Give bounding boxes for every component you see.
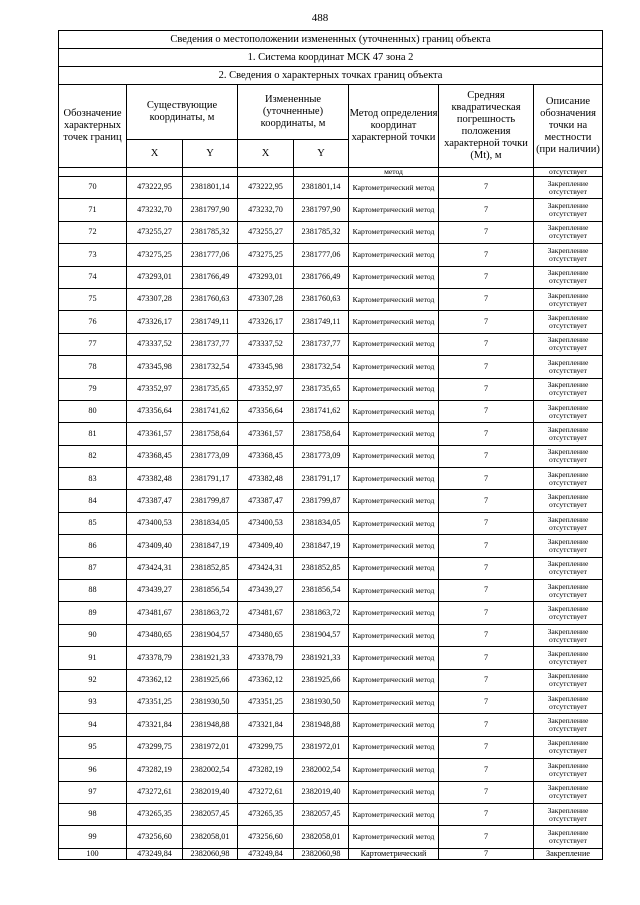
cell-x-existing: 473481,67 [127, 602, 183, 624]
cell-description: Закрепление отсутствует [534, 378, 603, 400]
table-row [59, 580, 603, 602]
cell-error: 7 [439, 535, 534, 557]
cell-error: 7 [439, 266, 534, 288]
cell-method: Картометрический метод [349, 177, 439, 199]
cell-description: Закрепление отсутствует [534, 826, 603, 848]
table-row [59, 691, 603, 713]
cell-error: 7 [439, 848, 534, 859]
cell-point: 88 [59, 580, 127, 602]
cell-description: Закрепление отсутствует [534, 490, 603, 512]
cell-y-changed: 2381801,14 [294, 177, 349, 199]
cell-y-changed: 2381758,64 [294, 423, 349, 445]
cell-description: Закрепление отсутствует [534, 333, 603, 355]
cell-method: Картометрический метод [349, 221, 439, 243]
cell-error: 7 [439, 244, 534, 266]
cell-point: 81 [59, 423, 127, 445]
cell-y-changed: 2382057,45 [294, 803, 349, 825]
cell-description: Закрепление отсутствует [534, 580, 603, 602]
cell-x-changed: 473232,70 [238, 199, 294, 221]
cell-x-changed: 473352,97 [238, 378, 294, 400]
cell-x-existing: 473382,48 [127, 468, 183, 490]
cell-error: 7 [439, 333, 534, 355]
header-y-changed: Y [294, 140, 349, 168]
cell-y-changed: 2382058,01 [294, 826, 349, 848]
table-title: Сведения о местоположении измененных (уточненных) границ объекта [59, 31, 603, 49]
cell-x-existing: 473400,53 [127, 512, 183, 534]
cell-x-existing: 473275,25 [127, 244, 183, 266]
cell-y-changed: 2381852,85 [294, 557, 349, 579]
table-row [59, 378, 603, 400]
cell-y-changed: 2381773,09 [294, 445, 349, 467]
cell-x-existing: 473232,70 [127, 199, 183, 221]
cell-y-existing: 2381930,50 [183, 691, 238, 713]
cell-description: Закрепление отсутствует [534, 177, 603, 199]
cell-x-changed: 473409,40 [238, 535, 294, 557]
cell-y-changed: 2381847,19 [294, 535, 349, 557]
cell-error: 7 [439, 177, 534, 199]
cell-x-changed: 473321,84 [238, 714, 294, 736]
coordinate-system-title: 1. Система координат МСК 47 зона 2 [59, 49, 603, 67]
cell-point: 74 [59, 266, 127, 288]
cell-method: Картометрический метод [349, 445, 439, 467]
cell-x-existing: 473356,64 [127, 400, 183, 422]
cell-y-existing: 2381948,88 [183, 714, 238, 736]
cell-method: Картометрический метод [349, 535, 439, 557]
cell-y-changed: 2381785,32 [294, 221, 349, 243]
cell-description: Закрепление отсутствует [534, 691, 603, 713]
cell-y-changed: 2381921,33 [294, 647, 349, 669]
cell-method: Картометрический метод [349, 311, 439, 333]
cell-y-changed: 2382002,54 [294, 759, 349, 781]
cell-x-changed: 473282,19 [238, 759, 294, 781]
header-point: Обозначение характерных точек границ [59, 85, 127, 168]
cell-x-changed: 473255,27 [238, 221, 294, 243]
cell-description: отсутствует [534, 168, 603, 177]
cell-x-existing: 473265,35 [127, 803, 183, 825]
cell-point: 99 [59, 826, 127, 848]
cell-y-changed: 2381732,54 [294, 356, 349, 378]
cell-description: Закрепление отсутствует [534, 624, 603, 646]
cell-error: 7 [439, 356, 534, 378]
cell-y-changed: 2381856,54 [294, 580, 349, 602]
cell-description: Закрепление отсутствует [534, 669, 603, 691]
cell-point: 77 [59, 333, 127, 355]
cell-x-changed: 473272,61 [238, 781, 294, 803]
cell-x-existing: 473293,01 [127, 266, 183, 288]
cell-x-existing: 473409,40 [127, 535, 183, 557]
cell-x-changed: 473249,84 [238, 848, 294, 859]
cell-method: Картометрический метод [349, 714, 439, 736]
cell-x-changed: 473265,35 [238, 803, 294, 825]
cell-x-existing: 473345,98 [127, 356, 183, 378]
cell-method: Картометрический метод [349, 691, 439, 713]
cell-error: 7 [439, 580, 534, 602]
cell-error: 7 [439, 647, 534, 669]
cell-y-changed: 2381737,77 [294, 333, 349, 355]
cell-x-changed: 473299,75 [238, 736, 294, 758]
cell-error: 7 [439, 221, 534, 243]
cell-method: Картометрический метод [349, 669, 439, 691]
cell-y-changed: 2381863,72 [294, 602, 349, 624]
table-row-partial [59, 168, 603, 177]
cell-point: 97 [59, 781, 127, 803]
cell-method: Картометрический метод [349, 244, 439, 266]
cell-y-existing: 2381749,11 [183, 311, 238, 333]
cell-point: 79 [59, 378, 127, 400]
cell-error: 7 [439, 288, 534, 310]
table-row [59, 557, 603, 579]
cell-method: Картометрический метод [349, 423, 439, 445]
cell-description: Закрепление отсутствует [534, 468, 603, 490]
cell-description: Закрепление отсутствует [534, 400, 603, 422]
table-row [59, 333, 603, 355]
header-existing-coords: Существующие координаты, м [127, 85, 238, 140]
cell-x-existing: 473387,47 [127, 490, 183, 512]
cell-description: Закрепление отсутствует [534, 781, 603, 803]
table-row [59, 826, 603, 848]
cell-y-changed: 2381925,66 [294, 669, 349, 691]
table-row [59, 490, 603, 512]
cell-error: 7 [439, 445, 534, 467]
cell-error: 7 [439, 826, 534, 848]
cell-y-existing: 2381925,66 [183, 669, 238, 691]
cell-point: 86 [59, 535, 127, 557]
cell-x-changed: 473351,25 [238, 691, 294, 713]
cell-point: 98 [59, 803, 127, 825]
cell-x-changed: 473256,60 [238, 826, 294, 848]
table-row [59, 311, 603, 333]
cell-description: Закрепление отсутствует [534, 356, 603, 378]
cell-error: 7 [439, 557, 534, 579]
cell-x-changed: 473326,17 [238, 311, 294, 333]
cell-x-existing: 473351,25 [127, 691, 183, 713]
cell-y-existing: 2381758,64 [183, 423, 238, 445]
cell-error: 7 [439, 512, 534, 534]
cell-error: 7 [439, 669, 534, 691]
cell-y-existing: 2382060,98 [183, 848, 238, 859]
cell-error: 7 [439, 311, 534, 333]
cell-y-changed: 2382019,40 [294, 781, 349, 803]
table-row [59, 714, 603, 736]
cell-description: Закрепление отсутствует [534, 602, 603, 624]
cell-y-existing: 2382057,45 [183, 803, 238, 825]
cell-x-existing: 473361,57 [127, 423, 183, 445]
table-row [59, 400, 603, 422]
cell-error: 7 [439, 468, 534, 490]
cell-y-existing: 2381856,54 [183, 580, 238, 602]
cell-x-existing: 473321,84 [127, 714, 183, 736]
cell-error: 7 [439, 199, 534, 221]
cell-y-changed: 2381735,65 [294, 378, 349, 400]
cell-method: Картометрический метод [349, 333, 439, 355]
cell-point: 92 [59, 669, 127, 691]
cell-method: Картометрический метод [349, 781, 439, 803]
cell-point: 100 [59, 848, 127, 859]
cell-point: 72 [59, 221, 127, 243]
cell-y-existing: 2381732,54 [183, 356, 238, 378]
cell-x-existing: 473326,17 [127, 311, 183, 333]
cell-x-changed: 473361,57 [238, 423, 294, 445]
cell-description: Закрепление отсутствует [534, 512, 603, 534]
cell-x-changed: 473481,67 [238, 602, 294, 624]
table-row [59, 759, 603, 781]
cell-y-existing: 2381904,57 [183, 624, 238, 646]
cell-x-existing: 473439,27 [127, 580, 183, 602]
cell-y-existing: 2381921,33 [183, 647, 238, 669]
cell-point: 78 [59, 356, 127, 378]
cell-y-changed: 2381749,11 [294, 311, 349, 333]
cell-description: Закрепление отсутствует [534, 803, 603, 825]
cell-y-changed: 2381766,49 [294, 266, 349, 288]
cell-x-changed: 473378,79 [238, 647, 294, 669]
header-x-changed: X [238, 140, 294, 168]
cell-method: Картометрический метод [349, 557, 439, 579]
table-row [59, 266, 603, 288]
cell-y-existing: 2381972,01 [183, 736, 238, 758]
table-row [59, 803, 603, 825]
cell-description: Закрепление отсутствует [534, 288, 603, 310]
cell-error: 7 [439, 490, 534, 512]
cell-method: Картометрический метод [349, 826, 439, 848]
header-error: Средняя квадратическая погрешность положения характерной точки (Mt), м [439, 85, 534, 168]
cell-point: 75 [59, 288, 127, 310]
table-row [59, 177, 603, 199]
cell-error: 7 [439, 714, 534, 736]
cell-error: 7 [439, 602, 534, 624]
cell-x-existing: 473362,12 [127, 669, 183, 691]
cell-method: Картометрический метод [349, 288, 439, 310]
table-row [59, 244, 603, 266]
cell-y-changed: 2381930,50 [294, 691, 349, 713]
cell-description: Закрепление отсутствует [534, 311, 603, 333]
cell-point: 73 [59, 244, 127, 266]
cell-x-changed: 473275,25 [238, 244, 294, 266]
table-row [59, 468, 603, 490]
cell-error: 7 [439, 736, 534, 758]
cell-point: 84 [59, 490, 127, 512]
section-title: 2. Сведения о характерных точках границ объекта [59, 67, 603, 85]
cell-y-existing: 2381785,32 [183, 221, 238, 243]
cell-x-existing: 473368,45 [127, 445, 183, 467]
cell-y-existing: 2381735,65 [183, 378, 238, 400]
cell-x-changed: 473345,98 [238, 356, 294, 378]
cell-y-changed: 2381904,57 [294, 624, 349, 646]
cell-y-existing: 2382019,40 [183, 781, 238, 803]
cell-method: Картометрический метод [349, 803, 439, 825]
cell-description: Закрепление отсутствует [534, 714, 603, 736]
cell-description: Закрепление отсутствует [534, 445, 603, 467]
cell-y-existing: 2381791,17 [183, 468, 238, 490]
table-row [59, 288, 603, 310]
header-y-existing: Y [183, 140, 238, 168]
cell-description: Закрепление отсутствует [534, 423, 603, 445]
cell-method: Картометрический метод [349, 266, 439, 288]
cell-point: 85 [59, 512, 127, 534]
page-number: 488 [311, 12, 329, 24]
cell-x-existing: 473378,79 [127, 647, 183, 669]
table-row [59, 736, 603, 758]
cell-point: 96 [59, 759, 127, 781]
header-method: Метод определения координат характерной точки [349, 85, 439, 168]
cell-point: 94 [59, 714, 127, 736]
cell-x-existing: 473272,61 [127, 781, 183, 803]
cell-y-existing: 2381766,49 [183, 266, 238, 288]
cell-y-changed: 2381948,88 [294, 714, 349, 736]
cell-method: Картометрический метод [349, 199, 439, 221]
cell-x-changed: 473222,95 [238, 177, 294, 199]
cell-y-existing: 2381847,19 [183, 535, 238, 557]
cell-y-changed: 2381799,87 [294, 490, 349, 512]
cell-y-existing: 2381777,06 [183, 244, 238, 266]
table-row [59, 356, 603, 378]
cell-error: 7 [439, 759, 534, 781]
cell-method: Картометрический метод [349, 647, 439, 669]
cell-error: 7 [439, 400, 534, 422]
coordinates-table [58, 30, 603, 860]
cell-x-existing: 473282,19 [127, 759, 183, 781]
cell-y-changed: 2381834,05 [294, 512, 349, 534]
cell-x-existing: 473307,28 [127, 288, 183, 310]
cell-y-changed: 2382060,98 [294, 848, 349, 859]
cell-description: Закрепление отсутствует [534, 759, 603, 781]
cell-y-changed: 2381741,62 [294, 400, 349, 422]
cell-error: 7 [439, 378, 534, 400]
table-row [59, 199, 603, 221]
cell-y-changed: 2381791,17 [294, 468, 349, 490]
header-changed-coords: Измененные (уточненные) координаты, м [238, 85, 349, 140]
table-row [59, 512, 603, 534]
cell-point: 90 [59, 624, 127, 646]
cell-x-changed: 473337,52 [238, 333, 294, 355]
cell-x-changed: 473293,01 [238, 266, 294, 288]
cell-x-existing: 473299,75 [127, 736, 183, 758]
cell-error: 7 [439, 423, 534, 445]
cell-x-changed: 473382,48 [238, 468, 294, 490]
cell-description: Закрепление отсутствует [534, 199, 603, 221]
cell-method: Картометрический метод [349, 490, 439, 512]
cell-method: Картометрический метод [349, 624, 439, 646]
cell-error: 7 [439, 691, 534, 713]
cell-y-existing: 2381863,72 [183, 602, 238, 624]
cell-y-changed: 2381760,63 [294, 288, 349, 310]
cell-x-changed: 473368,45 [238, 445, 294, 467]
table-row [59, 535, 603, 557]
cell-description: Закрепление отсутствует [534, 535, 603, 557]
cell-method: Картометрический метод [349, 602, 439, 624]
cell-y-existing: 2381834,05 [183, 512, 238, 534]
cell-x-changed: 473307,28 [238, 288, 294, 310]
cell-x-existing: 473222,95 [127, 177, 183, 199]
table-row-last [59, 848, 603, 859]
cell-method: метод [349, 168, 439, 177]
cell-x-changed: 473356,64 [238, 400, 294, 422]
cell-x-existing: 473480,65 [127, 624, 183, 646]
cell-y-existing: 2381799,87 [183, 490, 238, 512]
header-description: Описание обозначения точки на местности (при наличии) [534, 85, 603, 168]
cell-y-existing: 2382002,54 [183, 759, 238, 781]
cell-x-changed: 473400,53 [238, 512, 294, 534]
cell-point: 89 [59, 602, 127, 624]
cell-x-existing: 473337,52 [127, 333, 183, 355]
cell-y-existing: 2381852,85 [183, 557, 238, 579]
cell-point: 83 [59, 468, 127, 490]
cell-description: Закрепление отсутствует [534, 244, 603, 266]
cell-method: Картометрический метод [349, 400, 439, 422]
table-row [59, 669, 603, 691]
cell-y-existing: 2382058,01 [183, 826, 238, 848]
cell-description: Закрепление отсутствует [534, 557, 603, 579]
cell-description: Закрепление [534, 848, 603, 859]
cell-method: Картометрический [349, 848, 439, 859]
cell-point: 70 [59, 177, 127, 199]
cell-method: Картометрический метод [349, 356, 439, 378]
cell-method: Картометрический метод [349, 378, 439, 400]
cell-y-existing: 2381797,90 [183, 199, 238, 221]
cell-point: 76 [59, 311, 127, 333]
cell-point: 82 [59, 445, 127, 467]
cell-y-changed: 2381797,90 [294, 199, 349, 221]
cell-point: 80 [59, 400, 127, 422]
cell-x-changed: 473424,31 [238, 557, 294, 579]
cell-x-changed: 473480,65 [238, 624, 294, 646]
cell-method: Картометрический метод [349, 759, 439, 781]
header-x-existing: X [127, 140, 183, 168]
cell-x-changed: 473439,27 [238, 580, 294, 602]
cell-error: 7 [439, 803, 534, 825]
cell-point: 91 [59, 647, 127, 669]
cell-description: Закрепление отсутствует [534, 221, 603, 243]
cell-point: 95 [59, 736, 127, 758]
cell-point: 87 [59, 557, 127, 579]
cell-description: Закрепление отсутствует [534, 736, 603, 758]
cell-x-changed: 473387,47 [238, 490, 294, 512]
cell-x-existing: 473352,97 [127, 378, 183, 400]
cell-x-existing: 473424,31 [127, 557, 183, 579]
table-row [59, 445, 603, 467]
cell-description: Закрепление отсутствует [534, 266, 603, 288]
table-row [59, 423, 603, 445]
cell-y-existing: 2381760,63 [183, 288, 238, 310]
cell-y-existing: 2381737,77 [183, 333, 238, 355]
cell-x-changed: 473362,12 [238, 669, 294, 691]
cell-x-existing: 473249,84 [127, 848, 183, 859]
cell-description: Закрепление отсутствует [534, 647, 603, 669]
cell-y-existing: 2381741,62 [183, 400, 238, 422]
cell-y-existing: 2381773,09 [183, 445, 238, 467]
cell-y-changed: 2381972,01 [294, 736, 349, 758]
cell-error: 7 [439, 781, 534, 803]
cell-point: 93 [59, 691, 127, 713]
table-row [59, 221, 603, 243]
table-row [59, 781, 603, 803]
table-row [59, 624, 603, 646]
table-row [59, 602, 603, 624]
table-row [59, 647, 603, 669]
cell-error: 7 [439, 624, 534, 646]
cell-point: 71 [59, 199, 127, 221]
cell-x-existing: 473255,27 [127, 221, 183, 243]
cell-method: Картометрический метод [349, 512, 439, 534]
cell-method: Картометрический метод [349, 736, 439, 758]
cell-y-existing: 2381801,14 [183, 177, 238, 199]
cell-y-changed: 2381777,06 [294, 244, 349, 266]
cell-method: Картометрический метод [349, 468, 439, 490]
cell-method: Картометрический метод [349, 580, 439, 602]
cell-x-existing: 473256,60 [127, 826, 183, 848]
